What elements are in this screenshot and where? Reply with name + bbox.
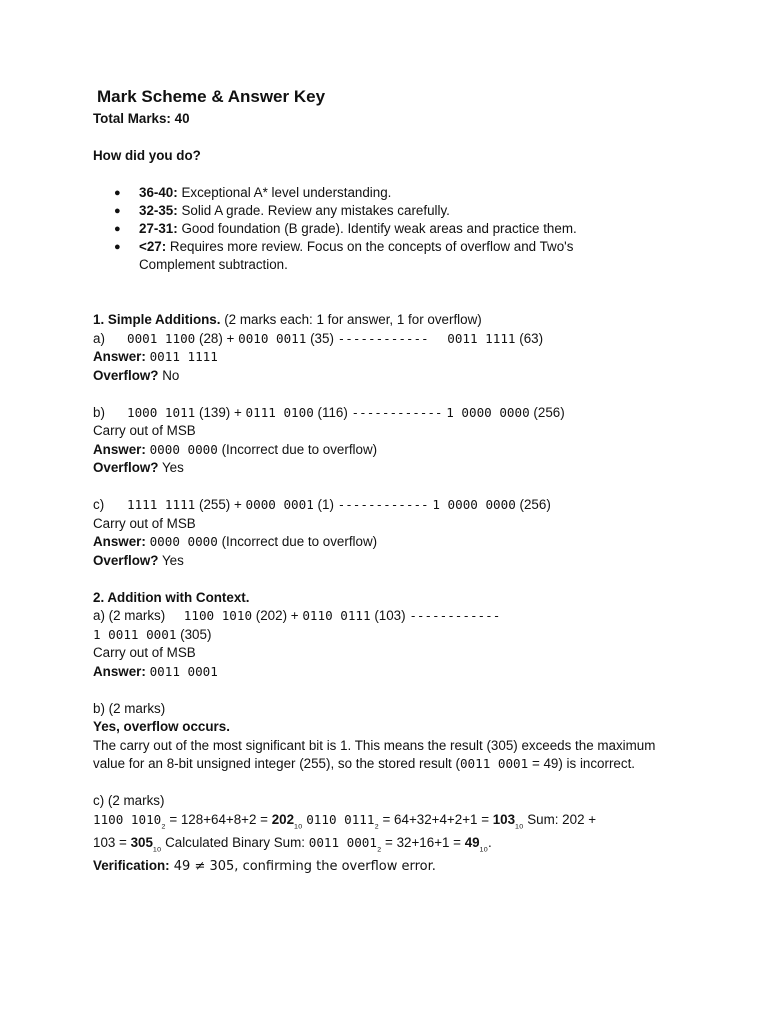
- s1c-overflow: Overflow? Yes: [93, 552, 184, 568]
- list-item: ● 36-40: Exceptional A* level understanding.: [114, 184, 693, 202]
- s1a-overflow: Overflow? No: [93, 367, 180, 383]
- s2a-sum: a) (2 marks) 1100 1010 (202) + 0110 0111 (103) ------------: [93, 608, 501, 623]
- s2a-result: 1 0011 0001 (305): [93, 626, 212, 642]
- s1c-answer: Answer: 0000 0000 (Incorrect due to overflow): [93, 534, 378, 549]
- section-2-heading: 2. Addition with Context.: [93, 589, 250, 605]
- s2b-explanation: The carry out of the most significant bit is 1. This means the result (305) exceeds the maximum value for an 8-bit unsigned integer (255), so the stored result (0011 0001 = 49) is incorrect.: [93, 737, 656, 771]
- list-item: ● 32-35: Solid A grade. Review any mistakes carefully.: [114, 202, 693, 220]
- s1b-sum: b) 1000 1011 (139) + 0111 0100 (116) ------------ 1 0000 0000 (256): [93, 404, 565, 420]
- section-1-heading: 1. Simple Additions. (2 marks each: 1 for answer, 1 for overflow): [93, 312, 482, 327]
- page-title: Mark Scheme & Answer Key: [97, 87, 326, 106]
- s1c-sum: c) 1111 1111 (255) + 0000 0001 (1) ------------ 1 0000 0000 (256): [93, 497, 551, 512]
- s2c-label: c) (2 marks): [93, 793, 165, 808]
- total-marks: Total Marks: 40: [93, 111, 190, 126]
- s2c-line1: 1100 $1010_{_2} = 128+64+8+2 = 202_{_{10}}$ 0110 $0111_{_2} = 64+32+4+2+1 = 103_{_{10}}$ Sum: 202 +: [93, 811, 597, 831]
- list-item: ● 27-31: Good foundation (B grade). Identify weak areas and practice them.: [114, 220, 693, 238]
- s1a-answer: Answer: 0011 1111: [93, 349, 218, 364]
- s2c-verification: Verification: 49 ≠ 305, confirming the overflow error.: [93, 857, 436, 874]
- s1b-carry: Carry out of MSB: [93, 423, 196, 438]
- s2c-line2: $103 = 305_{_{10}}$ Calculated Binary Sum: 0011 $0001_{_2} = 32+16+1 = 49_{_{10}}$.: [93, 834, 492, 854]
- list-item: ● <27: Requires more review. Focus on the concepts of overflow and Two's Complement subtraction.: [114, 238, 609, 274]
- s2b-headline: Yes, overflow occurs.: [93, 719, 230, 734]
- s1b-answer: Answer: 0000 0000 (Incorrect due to overflow): [93, 441, 378, 457]
- s2b-label: b) (2 marks): [93, 700, 166, 716]
- s2a-carry: Carry out of MSB: [93, 645, 196, 660]
- s1a-sum: a) 0001 1100 (28) + 0010 0011 (35) ------------ 0011 1111 (63): [93, 330, 544, 346]
- grade-list: [93, 184, 693, 274]
- prompt-heading: How did you do?: [93, 148, 201, 163]
- s2a-answer: Answer: 0011 0001: [93, 663, 218, 679]
- s1c-carry: Carry out of MSB: [93, 515, 196, 531]
- s1b-overflow: Overflow? Yes: [93, 460, 184, 475]
- document-body: [93, 86, 693, 876]
